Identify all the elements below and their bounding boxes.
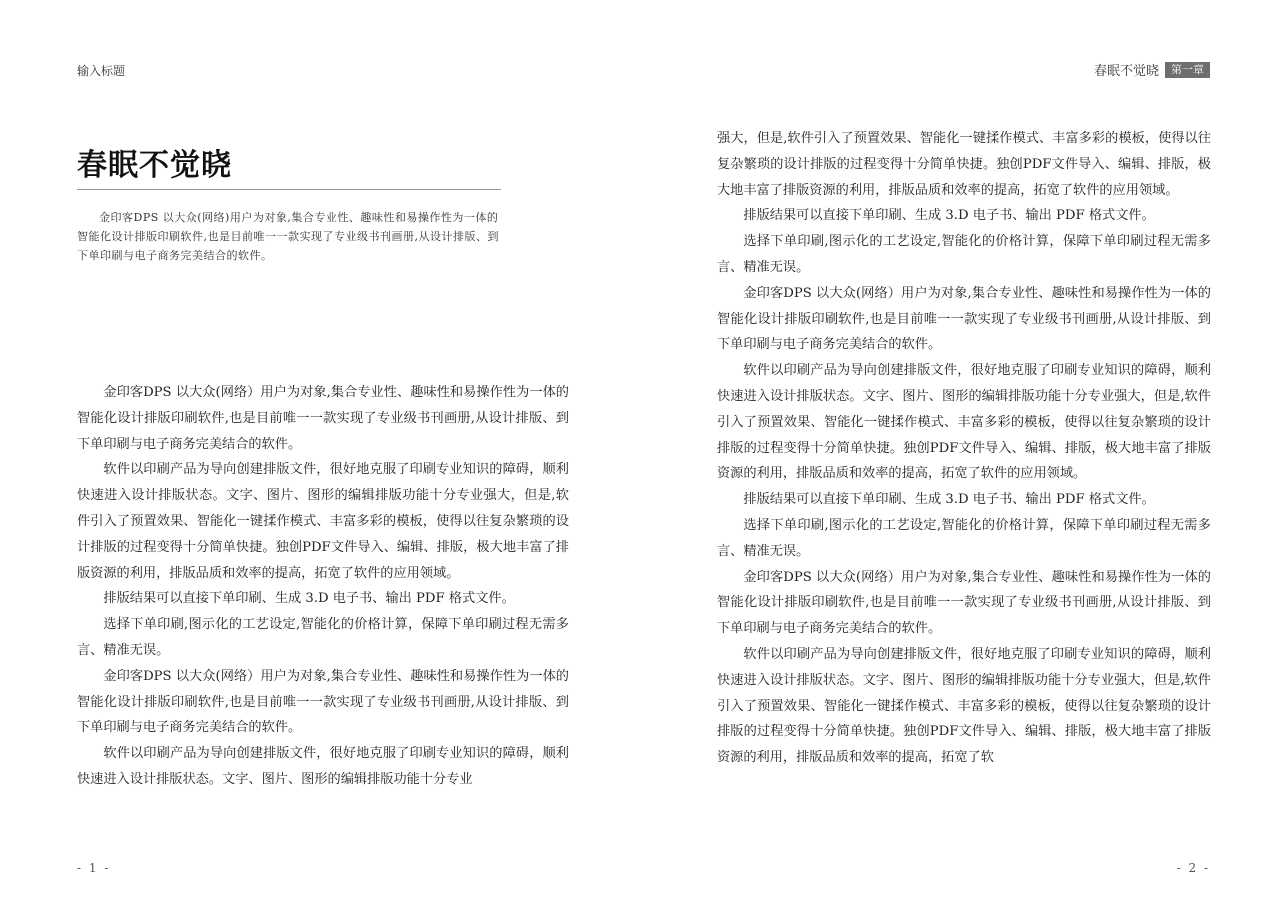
paragraph: 排版结果可以直接下单印刷、生成 3.D 电子书、输出 PDF 格式文件。 xyxy=(743,492,1155,508)
chapter-badge: 第一章 xyxy=(1165,62,1210,78)
paragraph: 软件以印刷产品为导向创建排版文件，很好地克服了印刷专业知识的障碍，顺利快速进入设计排版状态。文字、图片、图形的编辑排版功能十分专业 xyxy=(77,746,569,787)
paragraph: 选择下单印刷,图示化的工艺设定,智能化的价格计算，保障下单印刷过程无需多言、精准无误。 xyxy=(717,234,1211,275)
paragraph: 金印客DPS 以大众(网络）用户为对象,集合专业性、趣味性和易操作性为一体的智能化设计排版印刷软件,也是目前唯一一款实现了专业级书刊画册,从设计排版、到下单印刷与电子商务完美结合的软件。 xyxy=(77,385,569,452)
paragraph: 金印客DPS 以大众(网络）用户为对象,集合专业性、趣味性和易操作性为一体的智能化设计排版印刷软件,也是目前唯一一款实现了专业级书刊画册,从设计排版、到下单印刷与电子商务完美结合的软件。 xyxy=(717,285,1211,353)
paragraph: 排版结果可以直接下单印刷、生成 3.D 电子书、输出 PDF 格式文件。 xyxy=(103,591,515,607)
paragraph-continuation: 强大，但是,软件引入了预置效果、智能化一键揉作模式、丰富多彩的模板，使得以往复杂繁琐的设计排版的过程变得十分简单快捷。独创PDF文件导入、编辑、排版，极大地丰富了排版资源的利用，排版品质和效率的提高，拓宽了软件的应用领域。 xyxy=(717,131,1211,198)
running-header xyxy=(1094,60,1210,79)
abstract-text: 金印客DPS 以大众(网络)用户为对象,集合专业性、趣味性和易操作性为一体的智能化设计排版印刷软件,也是目前唯一一款实现了专业级书刊画册,从设计排版、到下单印刷与电子商务完美结合的软件。 xyxy=(77,211,499,262)
paragraph: 金印客DPS 以大众(网络）用户为对象,集合专业性、趣味性和易操作性为一体的智能化设计排版印刷软件,也是目前唯一一款实现了专业级书刊画册,从设计排版、到下单印刷与电子商务完美结合的软件。 xyxy=(717,569,1211,637)
paragraph: 软件以印刷产品为导向创建排版文件，很好地克服了印刷专业知识的障碍，顺利快速进入设计排版状态。文字、图片、图形的编辑排版功能十分专业强大，但是,软件引入了预置效果、智能化一键揉作模式、丰富多彩的模板，使得以往复杂繁琐的设计排版的过程变得十分简单快捷。独创PDF文件导入、编辑、排版，极大地丰富了排版资源的利用，排版品质和效率的提高，拓宽了软件的应用领域。 xyxy=(77,462,569,581)
title-divider xyxy=(77,189,501,190)
paragraph: 软件以印刷产品为导向创建排版文件，很好地克服了印刷专业知识的障碍，顺利快速进入设计排版状态。文字、图片、图形的编辑排版功能十分专业强大，但是,软件引入了预置效果、智能化一键揉作模式、丰富多彩的模板，使得以往复杂繁琐的设计排版的过程变得十分简单快捷。独创PDF文件导入、编辑、排版，极大地丰富了排版资源的利用，排版品质和效率的提高，拓宽了软 xyxy=(717,646,1211,766)
chapter-title: 春眠不觉晓 xyxy=(77,148,232,183)
body-text-right xyxy=(717,126,1211,828)
paragraph: 选择下单印刷,图示化的工艺设定,智能化的价格计算，保障下单印刷过程无需多言、精准无误。 xyxy=(77,617,569,658)
header-title: 春眠不觉晓 xyxy=(1093,64,1159,79)
body-text-left xyxy=(77,380,569,825)
page-number: - 1 - xyxy=(77,861,111,875)
page-number: - 2 - xyxy=(1176,861,1210,875)
paragraph: 金印客DPS 以大众(网络）用户为对象,集合专业性、趣味性和易操作性为一体的智能化设计排版印刷软件,也是目前唯一一款实现了专业级书刊画册,从设计排版、到下单印刷与电子商务完美结合的软件。 xyxy=(77,668,569,736)
paragraph: 排版结果可以直接下单印刷、生成 3.D 电子书、输出 PDF 格式文件。 xyxy=(743,208,1155,224)
paragraph: 软件以印刷产品为导向创建排版文件，很好地克服了印刷专业知识的障碍，顺利快速进入设计排版状态。文字、图片、图形的编辑排版功能十分专业强大，但是,软件引入了预置效果、智能化一键揉作模式、丰富多彩的模板，使得以往复杂繁琐的设计排版的过程变得十分简单快捷。独创PDF文件导入、编辑、排版，极大地丰富了排版资源的利用，排版品质和效率的提高，拓宽了软件的应用领域。 xyxy=(717,363,1211,482)
paragraph: 选择下单印刷,图示化的工艺设定,智能化的价格计算，保障下单印刷过程无需多言、精准无误。 xyxy=(717,517,1211,559)
running-header: 输入标题 xyxy=(77,64,126,78)
right-page xyxy=(642,0,1284,907)
